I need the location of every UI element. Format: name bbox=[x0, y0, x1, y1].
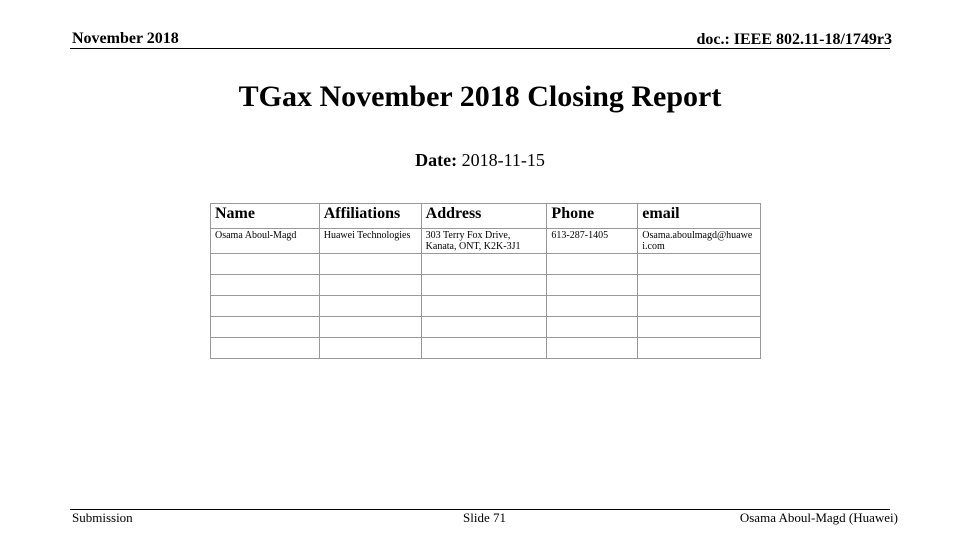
column-header-email: email bbox=[638, 204, 761, 229]
footer-slide-number: Slide 71 bbox=[463, 510, 506, 525]
slide-title: TGax November 2018 Closing Report bbox=[238, 80, 722, 113]
table-row bbox=[211, 338, 761, 359]
footer-author: Osama Aboul-Magd (Huawei) bbox=[739, 510, 898, 525]
report-date bbox=[0, 150, 960, 171]
footer-submission: Submission bbox=[72, 510, 133, 525]
cell-address: 303 Terry Fox Drive, Kanata, ONT, K2K-3J1 bbox=[421, 229, 547, 254]
cell-name: Osama Aboul-Magd bbox=[211, 229, 320, 254]
column-header-address: Address bbox=[421, 204, 547, 229]
header-date: November 2018 bbox=[72, 30, 179, 47]
table-header-row bbox=[211, 204, 761, 229]
table-row bbox=[211, 229, 761, 254]
cell-email: Osama.aboulmagd@huawei.com bbox=[638, 229, 761, 254]
header-divider bbox=[70, 48, 890, 49]
table-row bbox=[211, 275, 761, 296]
header-doc-id: doc.: IEEE 802.11-18/1749r3 bbox=[696, 31, 892, 48]
date-value: 2018-11-15 bbox=[461, 150, 545, 170]
table-row bbox=[211, 296, 761, 317]
table-row bbox=[211, 254, 761, 275]
date-label: Date: bbox=[415, 150, 458, 170]
table-row bbox=[211, 317, 761, 338]
column-header-name: Name bbox=[211, 204, 320, 229]
column-header-phone: Phone bbox=[547, 204, 638, 229]
authors-table bbox=[210, 203, 761, 359]
cell-phone: 613-287-1405 bbox=[547, 229, 638, 254]
column-header-affiliations: Affiliations bbox=[319, 204, 421, 229]
cell-affiliation: Huawei Technologies bbox=[319, 229, 421, 254]
